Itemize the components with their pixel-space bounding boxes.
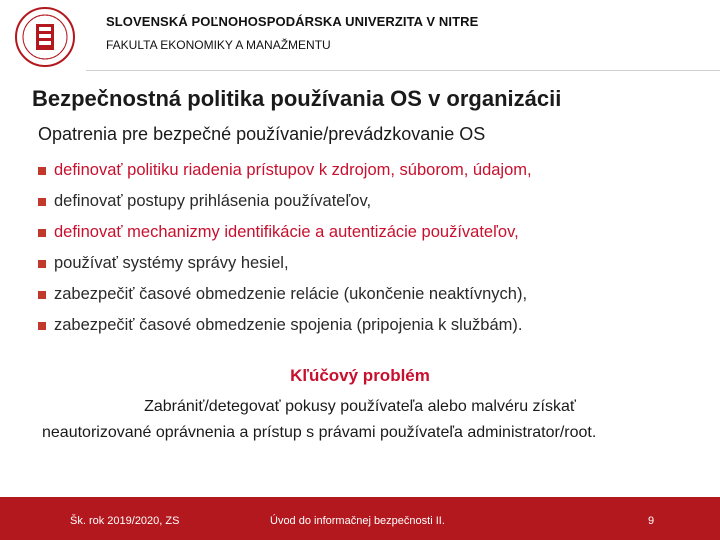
bullet-square-icon (38, 167, 46, 175)
university-seal-icon (14, 6, 76, 68)
bullet-text: používať systémy správy hesiel, (54, 254, 289, 272)
bullet-item (38, 217, 532, 248)
bullet-text: definovať mechanizmy identifikácie a autentizácie používateľov, (54, 223, 519, 241)
key-problem-heading: Kľúčový problém (290, 366, 430, 385)
slide-footer (0, 497, 720, 540)
slide-title: Bezpečnostná politika používania OS v organizácii (32, 86, 562, 111)
key-problem-text-line2: neautorizované oprávnenia a prístup s právami používateľa administrator/root. (42, 424, 597, 441)
bullet-text: zabezpečiť časové obmedzenie spojenia (pripojenia k službám). (54, 316, 523, 334)
slide-header (0, 0, 720, 76)
bullet-square-icon (38, 322, 46, 330)
bullet-item (38, 186, 532, 217)
bullet-list (38, 155, 532, 341)
university-name: SLOVENSKÁ POĽNOHOSPODÁRSKA UNIVERZITA V NITRE (106, 14, 479, 29)
bullet-item (38, 248, 532, 279)
bullet-square-icon (38, 229, 46, 237)
bullet-item (38, 155, 532, 186)
key-problem-text-line1: Zabrániť/detegovať pokusy používateľa alebo malvéru získať (144, 398, 576, 415)
bullet-item (38, 279, 532, 310)
footer-page-number: 9 (648, 515, 655, 527)
bullet-text: zabezpečiť časové obmedzenie relácie (ukončenie neaktívnych), (54, 285, 528, 303)
bullet-text: definovať postupy prihlásenia používateľov, (54, 192, 372, 210)
footer-academic-year: Šk. rok 2019/2020, ZS (70, 515, 180, 527)
header-divider (86, 70, 720, 71)
footer-course-title: Úvod do informačnej bezpečnosti II. (270, 515, 445, 527)
bullet-square-icon (38, 291, 46, 299)
faculty-name: FAKULTA EKONOMIKY A MANAŽMENTU (106, 38, 331, 52)
bullet-square-icon (38, 198, 46, 206)
bullet-text: definovať politiku riadenia prístupov k zdrojom, súborom, údajom, (54, 161, 532, 179)
bullet-square-icon (38, 260, 46, 268)
slide-subtitle: Opatrenia pre bezpečné používanie/prevádzkovanie OS (38, 124, 486, 144)
bullet-item (38, 310, 532, 341)
